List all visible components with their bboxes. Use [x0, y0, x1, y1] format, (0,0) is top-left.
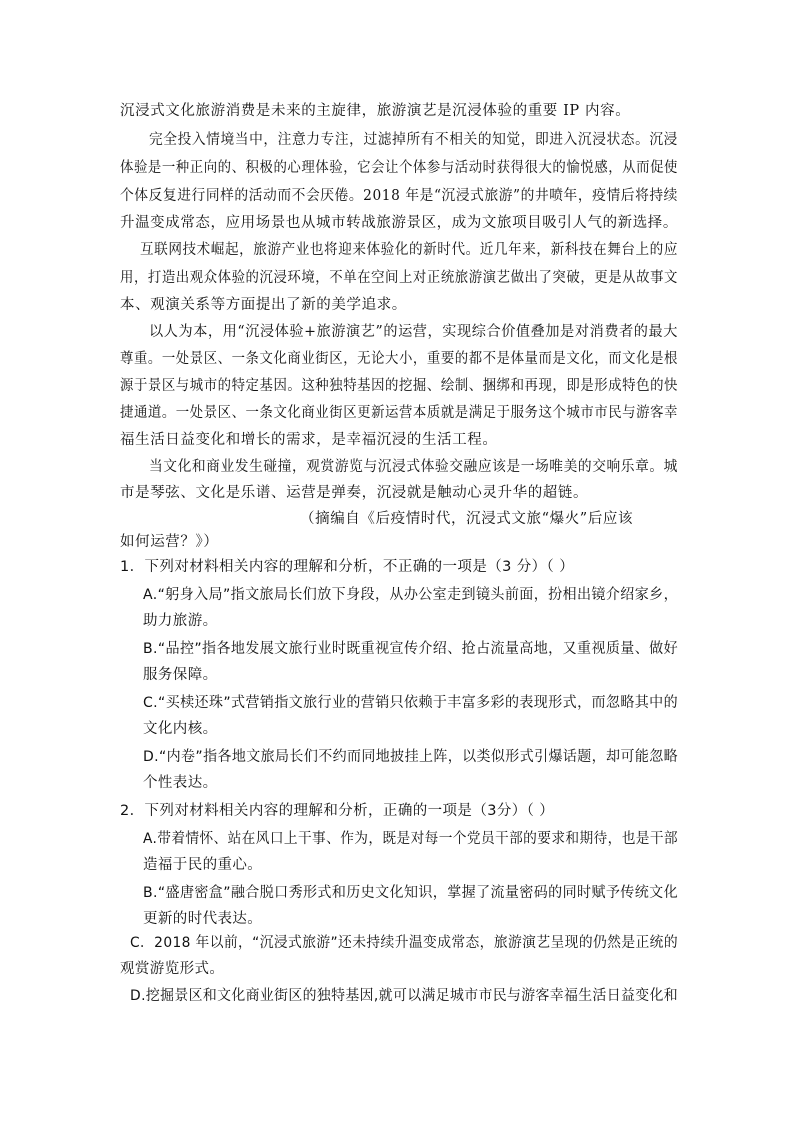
passage-line-4: 个体反复进行同样的活动而不会厌倦。2018 年是“沉浸式旅游”的井喷年，疫情后将持续 — [120, 188, 679, 204]
passage-line-10: 尊重。一处景区、一条文化商业街区，无论大小，重要的都不是体量而是文化，而文化是根 — [120, 351, 678, 367]
passage-line-2: 完全投入情境当中，注意力专注，过滤掉所有不相关的知觉，即进入沉浸状态。沉浸 — [149, 132, 678, 148]
q2-option-d: D.挖掘景区和文化商业街区的独特基因,就可以满足城市市民与游客幸福生活日益变化和 — [130, 988, 679, 1004]
passage-line-9: 以人为本，用“沉浸体验+旅游演艺”的运营，实现综合价值叠加是对消费者的最大 — [149, 324, 678, 340]
passage-line-11: 源于景区与城市的特定基因。这种独特基因的挖掘、绘制、捆绑和再现，即是形成特色的快 — [120, 378, 678, 394]
q1-option-c-cont: 文化内核。 — [143, 721, 218, 737]
passage-line-8: 本、观演关系等方面提出了新的美学追求。 — [120, 297, 407, 313]
q2-option-a: A.带着情怀、站在风口上干事、作为，既是对每一个党员干部的要求和期待，也是干部 — [143, 831, 678, 847]
q2-option-a-cont: 造福于民的重心。 — [143, 857, 263, 873]
source-citation: （摘编自《后疫情时代，沉浸式文旅“爆火”后应该 — [300, 511, 634, 527]
q1-option-d: D.“内卷”指各地文旅局长们不约而同地披挂上阵，以类似形式引爆话题，却可能忽略 — [143, 749, 679, 765]
passage-line-3: 体验是一种正向的、积极的心理体验，它会让个体参与活动时获得很大的愉悦感，从而促使 — [120, 160, 678, 176]
q1-option-b-cont: 服务保障。 — [143, 667, 218, 683]
source-citation-cont: 如何运营？》） — [120, 534, 219, 550]
q2-option-c-cont: 观赏游览形式。 — [120, 961, 225, 977]
q2-option-c: C．2018 年以前，“沉浸式旅游”还未持续升温变成常态，旅游演艺呈现的仍然是正统的 — [130, 935, 678, 951]
q1-option-c: C.“买椟还珠”式营销指文旅行业的营销只依赖于丰富多彩的表现形式，而忽略其中的 — [143, 695, 679, 711]
q1-option-a-cont: 助力旅游。 — [143, 613, 218, 629]
passage-line-7: 用，打造出观众体验的沉浸环境，不单在空间上对正统旅游演艺做出了突破，更是从故事文 — [120, 270, 678, 286]
passage-line-13: 福生活日益变化和增长的需求，是幸福沉浸的生活工程。 — [120, 432, 498, 448]
question-2-stem: 2．下列对材料相关内容的理解和分析，正确的一项是（3分）（ ） — [120, 803, 555, 819]
passage-line-14: 当文化和商业发生碰撞，观赏游览与沉浸式体验交融应该是一场唯美的交响乐章。城 — [149, 459, 678, 475]
q1-option-a: A.“躬身入局”指文旅局长们放下身段，从办公室走到镜头前面，扮相出镜介绍家乡， — [143, 587, 679, 603]
question-1-stem: 1．下列对材料相关内容的理解和分析，不正确的一项是（3 分）（ ） — [120, 559, 575, 575]
passage-line-5: 升温变成常态，应用场景也从城市转战旅游景区，成为文旅项目吸引人气的新选择。 — [120, 215, 678, 231]
passage-line-1: 沉浸式文化旅游消费是未来的主旋律，旅游演艺是沉浸体验的重要 IP 内容。 — [120, 103, 631, 119]
passage-line-15: 市是琴弦、文化是乐谱、运营是弹奏，沉浸就是触动心灵升华的超链。 — [120, 485, 589, 501]
q2-option-b: B.“盛唐密盒”融合脱口秀形式和历史文化知识，掌握了流量密码的同时赋予传统文化 — [143, 885, 679, 901]
q2-option-b-cont: 更新的时代表达。 — [143, 911, 263, 927]
passage-line-6: 互联网技术崛起，旅游产业也将迎来体验化的新时代。近几年来，新科技在舞台上的应 — [140, 242, 678, 258]
passage-line-12: 捷通道。一处景区、一条文化商业街区更新运营本质就是满足于服务这个城市市民与游客幸 — [120, 405, 678, 421]
q1-option-b: B.“品控”指各地发展文旅行业时既重视宣传介绍、抢占流量高地，又重视质量、做好 — [143, 641, 679, 657]
q1-option-d-cont: 个性表达。 — [143, 775, 218, 791]
